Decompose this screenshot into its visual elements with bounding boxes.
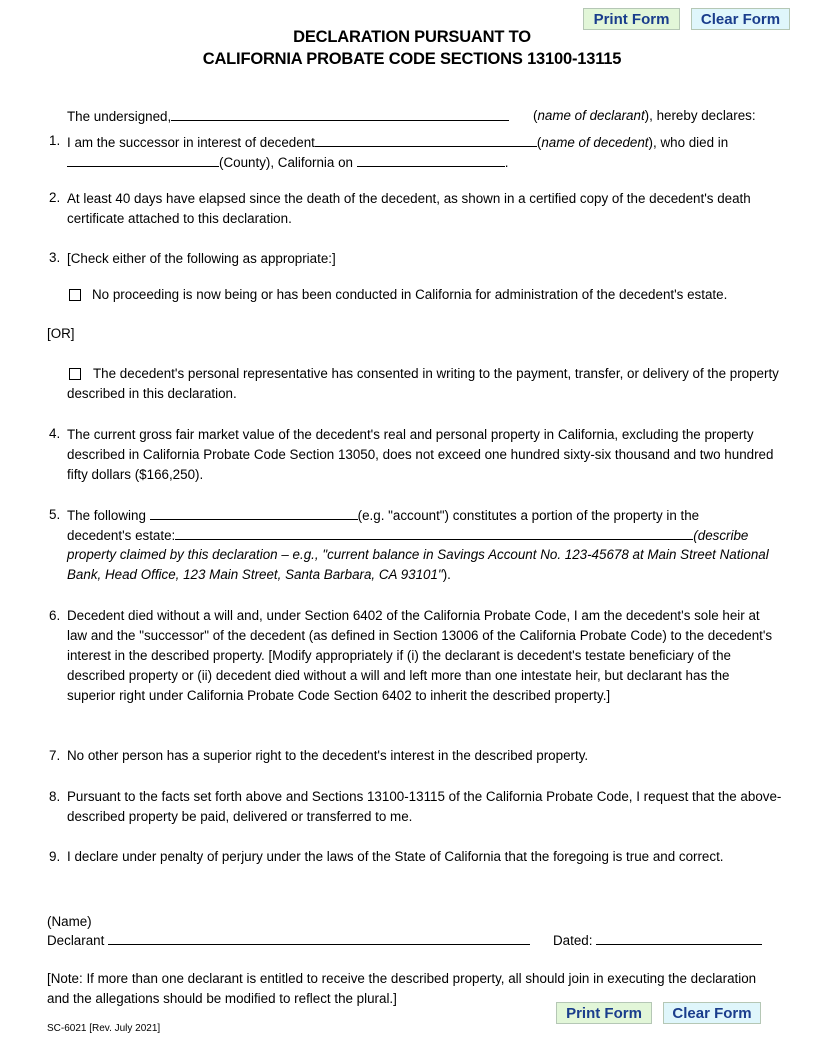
property-type-field[interactable]: [150, 505, 358, 520]
declarant-label: Declarant: [47, 933, 105, 948]
item-1-text-b: ), who died in: [648, 135, 729, 150]
item-1-period: .: [504, 155, 509, 170]
open-paren-2: (: [536, 135, 542, 150]
decedent-name-field[interactable]: [315, 132, 537, 147]
intro-lead: The undersigned,: [67, 109, 172, 124]
item-8-text: Pursuant to the facts set forth above and Sections 13100-13115 of the California Probate Code, I request that the above-described property be paid, delivered or transferred to me.: [67, 789, 782, 824]
item-2-text: At least 40 days have elapsed since the death of the decedent, as shown in a certified copy of the decedent's death certificate attached to this declaration.: [67, 191, 751, 226]
item-number-5: 5.: [49, 507, 61, 522]
name-of-decedent-hint: name of decedent: [541, 135, 649, 150]
item-6-text: Decedent died without a will and, under Section 6402 of the California Probate Code, I am the decedent's sole heir at law and the "successor" of the decedent (as defined in Section 13006 of the California Probate Code) to the decedent's interest in the described property. [Modify appropriately if (i) the declarant is decedent's testate beneficiary of the described property or (ii) decedent died without a will and left more than one intestate heir, but declarant has the superior right under California Probate Code Section 6402 to inherit the described property.]: [67, 608, 773, 703]
property-description-field[interactable]: [175, 525, 693, 540]
item-5-describe-hint: (describe: [693, 528, 749, 543]
option-b-text: The decedent's personal representative has consented in writing to the payment, transfer, or delivery of the property described in this declaration.: [67, 366, 779, 401]
name-of-declarant-hint: name of declarant: [537, 108, 645, 123]
or-label: [OR]: [47, 326, 75, 341]
item-4-text: The current gross fair market value of the decedent's real and personal property in California, excluding the property described in California Probate Code Section 13050, does not exceed one hundred sixty-six thousand and two hundred fifty dollars ($166,250).: [67, 427, 774, 482]
item-9-text: I declare under penalty of perjury under the laws of the State of California that the foregoing is true and correct.: [67, 849, 724, 864]
item-3-text: [Check either of the following as appropriate:]: [67, 251, 336, 266]
item-number-4: 4.: [49, 426, 61, 441]
item-number-3: 3.: [49, 250, 61, 265]
no-proceeding-checkbox[interactable]: [69, 289, 81, 301]
intro-tail: ), hereby declares:: [644, 108, 756, 123]
item-5-text-a: The following: [67, 508, 146, 523]
item-1-line-1: [67, 132, 728, 153]
dated-line: [553, 930, 762, 951]
declarant-line: [47, 930, 530, 951]
item-5-line-2: [67, 525, 748, 546]
note-text: [Note: If more than one declarant is entitled to receive the described property, all should join in executing the declaration and the allegations should be modified to reflect the plural.]: [47, 971, 757, 1006]
title-line-2: CALIFORNIA PROBATE CODE SECTIONS 13100-13115: [202, 50, 622, 68]
item-number-8: 8.: [49, 789, 61, 804]
item-5-close: ).: [442, 567, 451, 582]
item-5-text-b: (e.g. "account") constitutes a portion of the property in the: [357, 508, 700, 523]
clear-form-button-top[interactable]: Clear Form: [691, 8, 790, 30]
name-label: (Name): [47, 914, 92, 929]
item-number-1: 1.: [49, 133, 61, 148]
clear-form-button-bottom[interactable]: Clear Form: [663, 1002, 761, 1024]
item-number-7: 7.: [49, 748, 61, 763]
item-5-line-1: [67, 505, 699, 526]
item-5-text-c: decedent's estate:: [67, 528, 176, 543]
item-1-text-c: (County), California on: [219, 155, 353, 170]
form-id: SC-6021 [Rev. July 2021]: [47, 1023, 161, 1034]
county-field[interactable]: [67, 152, 219, 167]
title-line-1: DECLARATION PURSUANT TO: [293, 28, 531, 46]
open-paren: (: [533, 108, 538, 123]
item-5-example: [67, 545, 779, 585]
declarant-name-field[interactable]: [171, 106, 509, 121]
item-1-line-2: [67, 152, 508, 173]
item-5-example-text: "current balance in Savings Account No. 123-45678 at Main Street National Bank, Head Office, 123 Main Street, Santa Barbara, CA 93101": [67, 547, 769, 582]
item-5-text-e: property claimed by this declaration – e.g.,: [67, 547, 323, 562]
option-a-text: No proceeding is now being or has been conducted in California for administration of the decedent's estate.: [92, 287, 728, 302]
date-of-death-field[interactable]: [357, 152, 505, 167]
item-number-2: 2.: [49, 190, 61, 205]
print-form-button-top[interactable]: Print Form: [583, 8, 680, 30]
declarant-signature-field[interactable]: [108, 930, 530, 945]
dated-label: Dated:: [553, 933, 593, 948]
intro-line: [67, 106, 509, 127]
dated-field[interactable]: [596, 930, 762, 945]
print-form-button-bottom[interactable]: Print Form: [556, 1002, 652, 1024]
item-number-9: 9.: [49, 849, 61, 864]
intro-hint: [533, 106, 756, 126]
item-number-6: 6.: [49, 608, 61, 623]
item-1-text-a: I am the successor in interest of decedent: [67, 135, 315, 150]
item-7-text: No other person has a superior right to the decedent's interest in the described property.: [67, 748, 589, 763]
